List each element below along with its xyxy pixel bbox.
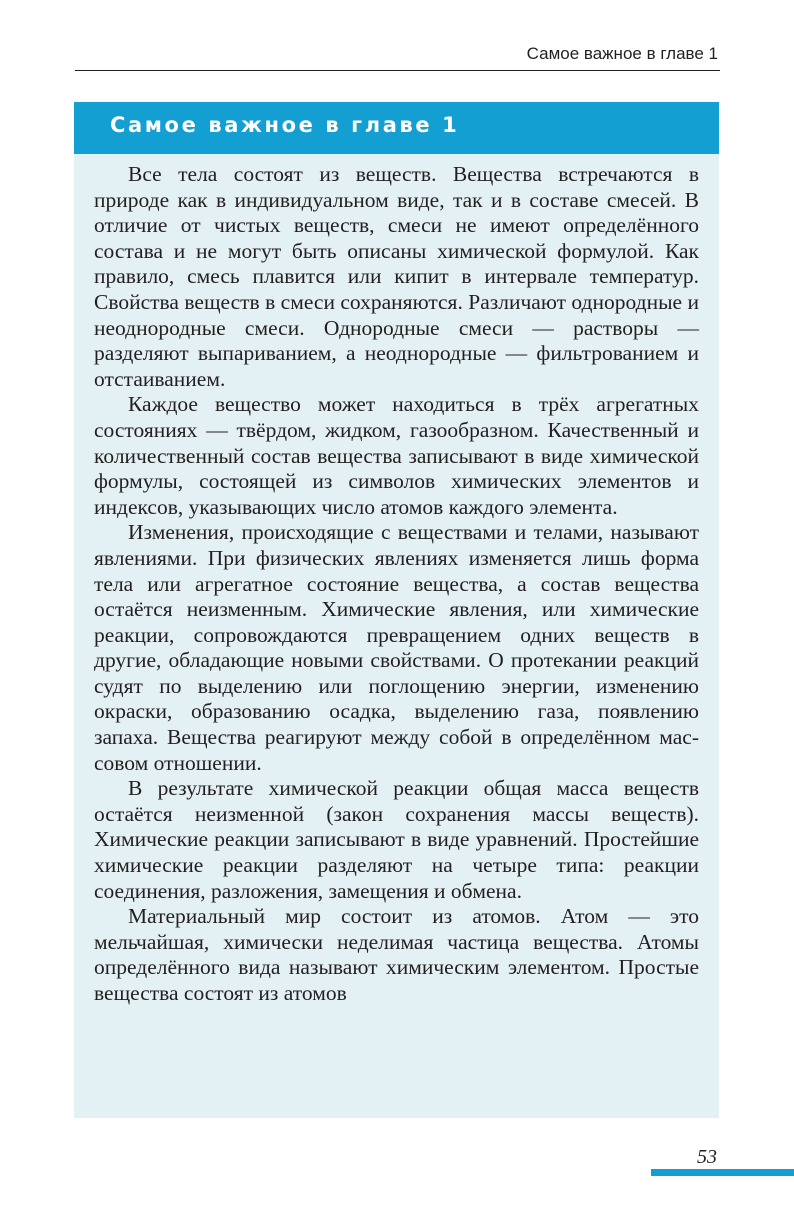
- running-header: Самое важное в главе 1: [526, 44, 718, 63]
- chapter-summary-box: [74, 102, 719, 1118]
- summary-text: [74, 154, 719, 1007]
- summary-title: Самое важное в главе 1: [110, 113, 460, 137]
- page-number: 53: [697, 1146, 717, 1168]
- summary-paragraph-5: Материальный мир состоит из атомов. Атом — это мельчайшая, химически неделимая частица вещества. Атомы определённого вида называют химическим элементом. Простые вещества состоят из атомов: [94, 904, 699, 1005]
- summary-paragraph-3: Изменения, происходящие с веществами и телами, называют явлениями. При физических явлениях изменяется лишь форма тела или агрегатное состояние вещества, а состав вещества остаётся неизменным. Химические явления, или химические реакции, сопровождаются превращением одних веществ в другие, обладающие новыми свойствами. О протекании реакций судят по выделению или поглощению энергии, изменению окраски, образованию осадка, выделению газа, появлению запаха. Вещества реагируют между собой в определённом массовом отношении.: [94, 520, 699, 775]
- summary-title-bar: [74, 102, 719, 154]
- header-rule: [75, 70, 720, 71]
- footer-accent-bar: [651, 1169, 794, 1176]
- summary-paragraph-4: В результате химической реакции общая масса веществ остаётся неизменной (закон сохранения массы веществ). Химические реакции записывают в виде уравнений. Простейшие химические реакции разделяют на четыре типа: реакции соединения, разложения, замещения и обмена.: [94, 776, 699, 903]
- summary-paragraph-1: Все тела состоят из веществ. Вещества встречаются в природе как в индивидуальном виде, так и в составе смесей. В отличие от чистых веществ, смеси не имеют определённого состава и не могут быть описаны химической формулой. Как правило, смесь плавится или кипит в интервале температур. Свойства веществ в смеси сохраняются. Различают однородные и неоднородные смеси. Однородные смеси — растворы — разделяют выпариванием, а неоднородные — фильтрованием и отстаиванием.: [94, 162, 699, 391]
- summary-paragraph-2: Каждое вещество может находиться в трёх агрегатных состояниях — твёрдом, жидком, газообразном. Качественный и количественный состав вещества записывают в виде химической формулы, состоящей из символов химических элементов и индексов, указывающих число атомов каждого элемента.: [94, 392, 699, 519]
